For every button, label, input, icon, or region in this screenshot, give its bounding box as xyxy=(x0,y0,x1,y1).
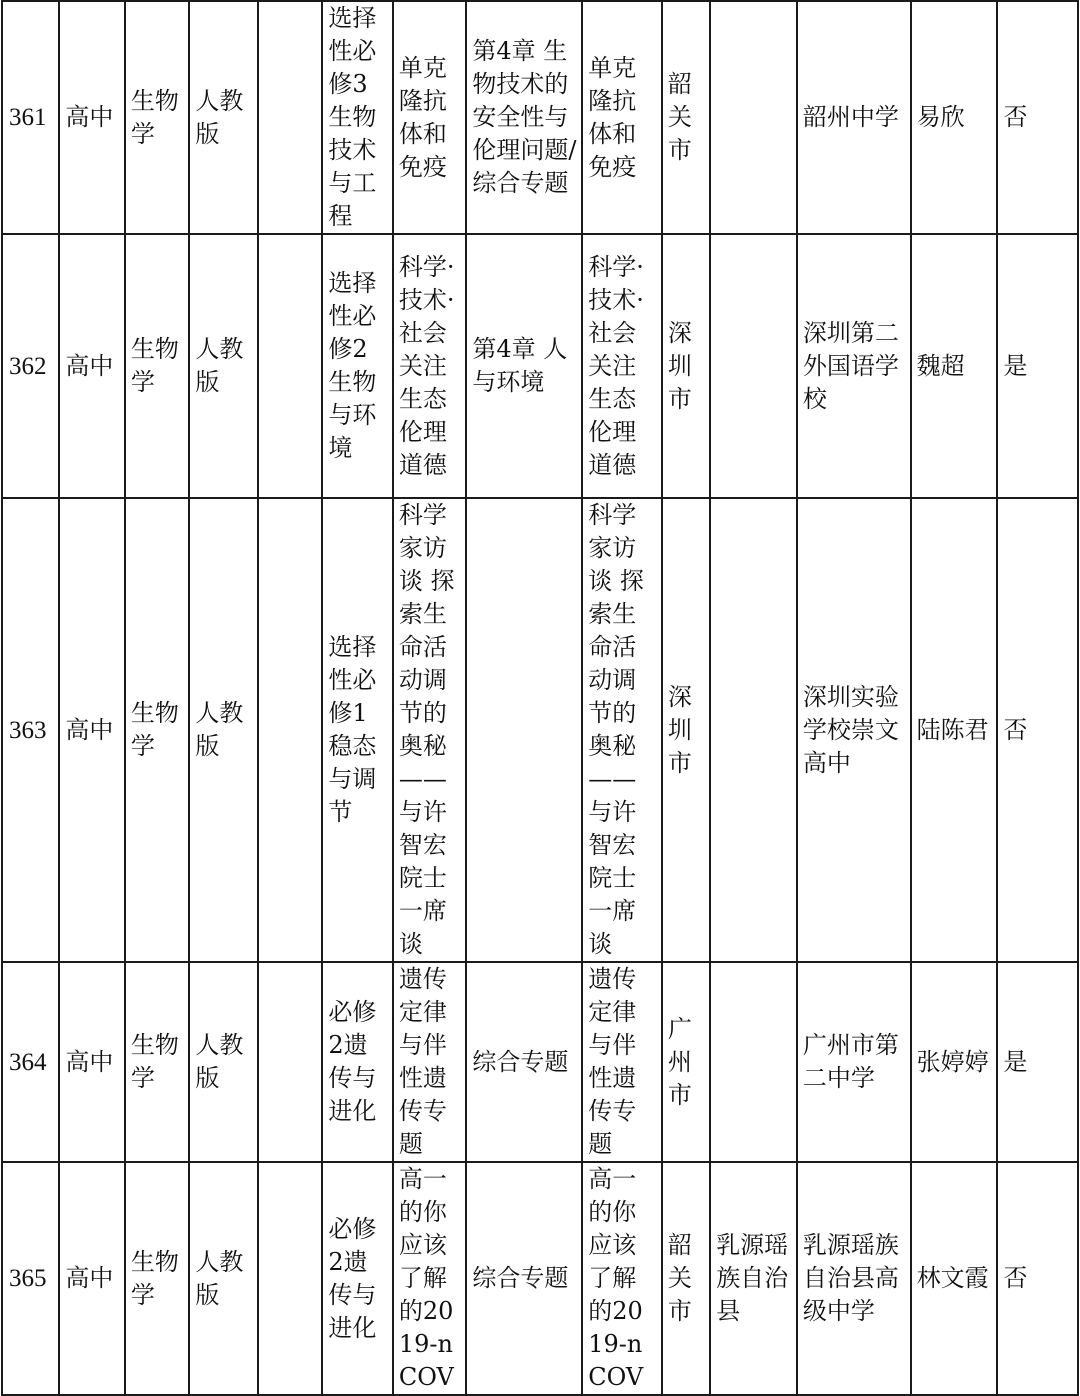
textbook-edition: 人教版 xyxy=(189,498,258,962)
topic: 单克隆抗体和免疫 xyxy=(582,1,662,234)
textbook-volume: 必修2遗传与进化 xyxy=(322,1162,393,1395)
school-stage: 高中 xyxy=(59,498,124,962)
subject: 生物学 xyxy=(125,1162,189,1395)
school-name: 深圳第二外国语学校 xyxy=(797,234,911,498)
teacher-name: 魏超 xyxy=(911,234,998,498)
lesson-title: 遗传定律与伴性遗传专题 xyxy=(393,962,467,1162)
teacher-name: 易欣 xyxy=(911,1,998,234)
county: 乳源瑶族自治县 xyxy=(710,1162,797,1395)
row-number: 365 xyxy=(2,1162,59,1395)
chapter: 综合专题 xyxy=(466,1162,582,1395)
textbook-volume: 必修2遗传与进化 xyxy=(322,962,393,1162)
teacher-name: 林文霞 xyxy=(911,1162,998,1395)
textbook-volume: 选择性必修3生物技术与工程 xyxy=(322,1,393,234)
empty-cell xyxy=(258,498,322,962)
row-number: 364 xyxy=(2,962,59,1162)
textbook-edition: 人教版 xyxy=(189,962,258,1162)
topic: 遗传定律与伴性遗传专题 xyxy=(582,962,662,1162)
yes-no-flag: 否 xyxy=(997,1162,1078,1395)
county xyxy=(710,498,797,962)
lesson-title: 高一的你应该了解的2019-nCOV xyxy=(393,1162,467,1395)
school-name: 广州市第二中学 xyxy=(797,962,911,1162)
county xyxy=(710,1,797,234)
chapter: 第4章 人与环境 xyxy=(466,234,582,498)
textbook-edition: 人教版 xyxy=(189,1162,258,1395)
row-number: 363 xyxy=(2,498,59,962)
yes-no-flag: 是 xyxy=(997,962,1078,1162)
table-body xyxy=(2,1,1078,1395)
topic: 高一的你应该了解的2019-nCOV xyxy=(582,1162,662,1395)
lesson-title: 科学家访谈 探索生命活动调节的奥秘——与许智宏院士一席谈 xyxy=(393,498,467,962)
textbook-volume: 选择性必修2生物与环境 xyxy=(322,234,393,498)
city: 韶关市 xyxy=(662,1162,710,1395)
county xyxy=(710,962,797,1162)
table-row xyxy=(2,962,1078,1162)
subject: 生物学 xyxy=(125,962,189,1162)
school-name: 深圳实验学校崇文高中 xyxy=(797,498,911,962)
table-row xyxy=(2,498,1078,962)
yes-no-flag: 否 xyxy=(997,1,1078,234)
lesson-title: 科学·技术·社会关注生态伦理道德 xyxy=(393,234,467,498)
lesson-registry-table xyxy=(1,0,1079,1396)
county xyxy=(710,234,797,498)
empty-cell xyxy=(258,962,322,1162)
table-row xyxy=(2,234,1078,498)
school-name: 韶州中学 xyxy=(797,1,911,234)
city: 韶关市 xyxy=(662,1,710,234)
chapter: 第4章 生物技术的安全性与伦理问题/综合专题 xyxy=(466,1,582,234)
school-name: 乳源瑶族自治县高级中学 xyxy=(797,1162,911,1395)
school-stage: 高中 xyxy=(59,962,124,1162)
table-row xyxy=(2,1,1078,234)
empty-cell xyxy=(258,1,322,234)
subject: 生物学 xyxy=(125,1,189,234)
city: 深圳市 xyxy=(662,498,710,962)
textbook-edition: 人教版 xyxy=(189,1,258,234)
school-stage: 高中 xyxy=(59,234,124,498)
topic: 科学·技术·社会关注生态伦理道德 xyxy=(582,234,662,498)
row-number: 361 xyxy=(2,1,59,234)
chapter: 综合专题 xyxy=(466,962,582,1162)
city: 广州市 xyxy=(662,962,710,1162)
city: 深圳市 xyxy=(662,234,710,498)
school-stage: 高中 xyxy=(59,1162,124,1395)
subject: 生物学 xyxy=(125,498,189,962)
row-number: 362 xyxy=(2,234,59,498)
table-row xyxy=(2,1162,1078,1395)
textbook-volume: 选择性必修1稳态与调节 xyxy=(322,498,393,962)
textbook-edition: 人教版 xyxy=(189,234,258,498)
lesson-title: 单克隆抗体和免疫 xyxy=(393,1,467,234)
yes-no-flag: 是 xyxy=(997,234,1078,498)
teacher-name: 张婷婷 xyxy=(911,962,998,1162)
yes-no-flag: 否 xyxy=(997,498,1078,962)
empty-cell xyxy=(258,234,322,498)
subject: 生物学 xyxy=(125,234,189,498)
teacher-name: 陆陈君 xyxy=(911,498,998,962)
chapter xyxy=(466,498,582,962)
empty-cell xyxy=(258,1162,322,1395)
school-stage: 高中 xyxy=(59,1,124,234)
topic: 科学家访谈 探索生命活动调节的奥秘——与许智宏院士一席谈 xyxy=(582,498,662,962)
